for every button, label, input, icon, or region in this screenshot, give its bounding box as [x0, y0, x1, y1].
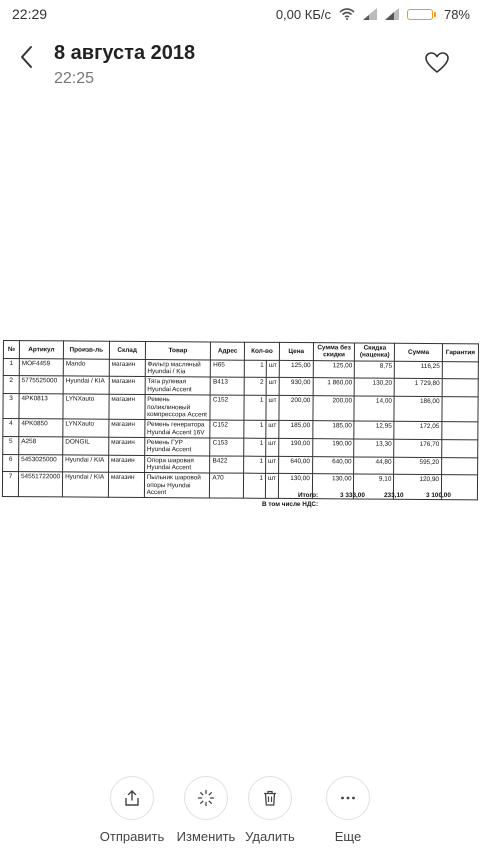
table-cell: 1	[244, 456, 266, 474]
table-cell: 8,75	[355, 361, 395, 379]
table-cell: 640,00	[312, 456, 354, 474]
column-header: Гарантия	[442, 344, 478, 362]
table-cell: 120,90	[394, 475, 442, 500]
table-cell: MOF4459	[19, 358, 63, 376]
table-cell: 176,70	[394, 439, 442, 457]
delete-button[interactable]	[230, 776, 310, 844]
table-cell: 116,25	[395, 361, 443, 379]
table-cell: Опора шаровая Hyundai Accent	[144, 455, 210, 473]
table-cell: шт	[266, 438, 279, 456]
column-header: Скидка (наценка)	[355, 343, 395, 361]
table-cell: 2	[3, 376, 19, 394]
table-cell: Mando	[63, 359, 109, 377]
table-cell: 3	[3, 394, 19, 419]
table-body	[2, 358, 478, 500]
table-cell: 130,00	[312, 474, 354, 499]
edit-label: Изменить	[176, 829, 236, 844]
table-cell: LYNXauto	[63, 419, 109, 437]
table-cell: шт	[266, 421, 279, 439]
table-cell: 930,00	[279, 378, 313, 396]
table-cell: Фильтр масляный Hyundai / Kia	[145, 359, 211, 377]
table-cell: B422	[210, 456, 244, 474]
more-label: Еще	[334, 829, 362, 844]
table-cell: 5453025000	[19, 454, 63, 472]
share-button[interactable]	[92, 776, 172, 844]
table-cell: 595,20	[394, 457, 442, 475]
status-indicators	[276, 7, 470, 22]
battery-icon	[407, 9, 436, 20]
table-cell: Ремень генератора Hyundai Accent 16V	[144, 420, 210, 438]
table-cell: C152	[210, 420, 244, 438]
column-header: Адрес	[211, 342, 245, 360]
back-icon[interactable]	[14, 44, 40, 70]
page-title: 8 августа 2018	[54, 42, 196, 64]
photo-view[interactable]	[0, 334, 480, 514]
table-cell: 4	[3, 419, 19, 437]
table-cell: Пыльник шаровой опоры Hyundai Accent	[144, 473, 210, 499]
share-icon	[123, 789, 141, 807]
trash-icon	[261, 789, 279, 807]
table-cell: C153	[210, 438, 244, 456]
table-cell: 14,00	[354, 396, 394, 421]
table-cell	[442, 379, 478, 397]
header	[0, 36, 480, 96]
table-cell: шт	[266, 395, 279, 420]
vat-label: В том числе НДС:	[262, 501, 319, 508]
column-header: Произв-ль	[63, 341, 109, 359]
table-cell: Ремень поликлиновый компрессора Accent	[145, 395, 211, 421]
edit-icon	[197, 789, 215, 807]
action-bar	[0, 776, 480, 846]
table-cell: 130,00	[278, 474, 312, 499]
table-cell: 6	[3, 454, 19, 472]
table-cell: шт	[265, 456, 278, 474]
table-cell: 200,00	[313, 396, 355, 421]
table-cell: Hyundai / KIA	[62, 472, 108, 497]
table-cell: 1	[244, 474, 266, 499]
table-cell: магазин	[109, 394, 145, 419]
table-cell	[442, 397, 478, 422]
table-cell: 13,30	[354, 439, 394, 457]
table-cell	[442, 457, 478, 475]
more-icon	[339, 789, 357, 807]
wifi-icon	[339, 8, 355, 20]
table-cell: A258	[19, 437, 63, 455]
status-time: 22:29	[12, 6, 48, 22]
table-cell: Тяга рулевая Hyundai Accent	[145, 377, 211, 395]
table-cell	[442, 361, 478, 379]
table-cell: A70	[210, 473, 244, 498]
table-cell: 5	[3, 436, 19, 454]
table-cell: 125,00	[279, 360, 313, 378]
network-speed: 0,00 КБ/с	[275, 6, 331, 22]
table-cell: 9,10	[354, 474, 394, 499]
totals-label: Итого:	[298, 492, 319, 499]
table-cell: 185,00	[279, 421, 313, 439]
receipt-table	[2, 340, 479, 501]
table-row	[3, 394, 478, 422]
table-cell: 2	[244, 378, 266, 396]
table-cell: 12,95	[354, 421, 394, 439]
table-cell: 1 729,80	[394, 379, 442, 397]
table-cell: 185,00	[313, 421, 355, 439]
table-cell: 125,00	[313, 360, 355, 378]
table-cell	[442, 440, 478, 458]
table-cell: магазин	[108, 473, 144, 498]
table-cell: 186,00	[394, 396, 442, 421]
delete-label: Удалить	[245, 829, 295, 844]
column-header: Сумма без скидки	[313, 343, 355, 361]
column-header: №	[3, 341, 19, 359]
column-header: Артикул	[19, 341, 63, 359]
table-cell: 1	[3, 358, 19, 376]
table-cell: 44,80	[354, 457, 394, 475]
table-cell: 1	[244, 420, 266, 438]
table-cell	[442, 422, 478, 440]
table-cell: 190,00	[279, 438, 313, 456]
table-cell: 7	[2, 472, 18, 497]
total-sum-without-discount: 3 333,00	[340, 492, 365, 499]
table-cell: магазин	[109, 359, 145, 377]
table-cell: шт	[266, 378, 279, 396]
table-cell: Hyundai / KIA	[63, 376, 109, 394]
table-cell: 4PK0813	[19, 394, 63, 419]
table-cell: 1 860,00	[313, 378, 355, 396]
table-cell: 4PK0850	[19, 419, 63, 437]
table-cell: магазин	[109, 377, 145, 395]
table-cell: H65	[211, 360, 245, 378]
column-header: Склад	[109, 341, 145, 359]
table-cell: 1	[244, 438, 266, 456]
table-row	[2, 472, 477, 500]
favorite-heart-icon[interactable]	[424, 50, 450, 76]
table-cell: C152	[210, 395, 244, 420]
signal-icon	[363, 8, 377, 20]
table-cell: 54551722000	[18, 472, 62, 497]
table-cell: 200,00	[279, 396, 313, 421]
table-cell: B413	[210, 377, 244, 395]
table-cell: 1	[244, 360, 266, 378]
page-subtitle: 22:25	[54, 70, 95, 87]
total-discount: 233,10	[384, 492, 404, 499]
column-header: Товар	[145, 341, 211, 359]
table-cell: Ремень ГУР Hyundai Accent	[144, 437, 210, 455]
table-cell: 1	[244, 395, 266, 420]
column-header: Кол-во	[244, 342, 279, 360]
table-cell: шт	[266, 360, 279, 378]
status-bar	[0, 0, 480, 28]
table-cell: 640,00	[279, 456, 313, 474]
share-label: Отправить	[99, 829, 165, 844]
table-cell: 5775525000	[19, 376, 63, 394]
signal-icon-2	[385, 8, 399, 20]
table-cell: LYNXauto	[63, 394, 109, 419]
table-cell: шт	[265, 474, 278, 499]
table-cell: магазин	[108, 437, 144, 455]
column-header: Цена	[279, 342, 313, 360]
table-cell: Hyundai / KIA	[63, 455, 109, 473]
more-button[interactable]	[308, 776, 388, 844]
table-cell: 130,20	[355, 378, 395, 396]
battery-percent: 78%	[443, 6, 470, 22]
column-header: Сумма	[395, 343, 443, 361]
table-cell: магазин	[108, 455, 144, 473]
table-cell: 172,05	[394, 421, 442, 439]
table-cell: DONGIL	[63, 437, 109, 455]
total-sum: 3 100,00	[426, 492, 451, 499]
table-cell: магазин	[109, 419, 145, 437]
table-cell: 190,00	[312, 439, 354, 457]
